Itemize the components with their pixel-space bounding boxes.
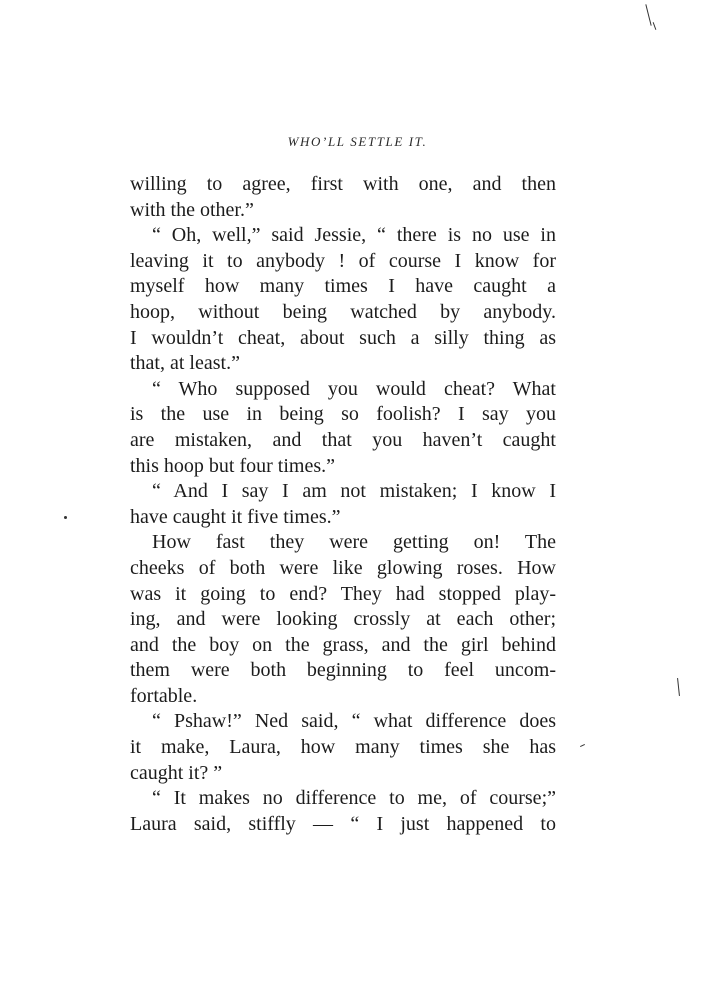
scan-mark-right-mid xyxy=(677,678,680,696)
text-line: “ Oh, well,” said Jessie, “ there is no use in xyxy=(152,224,556,247)
text-line: with the other.” xyxy=(130,198,254,221)
text-line: caught it? ” xyxy=(130,761,223,784)
text-line: and the boy on the grass, and the girl behind xyxy=(130,633,556,656)
text-line: “ Who supposed you would cheat? What xyxy=(152,377,556,400)
text-line: have caught it five times.” xyxy=(130,505,341,528)
text-line: it make, Laura, how many times she has xyxy=(130,736,556,759)
text-line: “ It makes no difference to me, of course;” xyxy=(152,787,556,810)
text-line: hoop, without being watched by anybody. xyxy=(130,300,556,323)
scan-mark-top-right xyxy=(645,4,651,26)
text-line: How fast they were getting on! The xyxy=(152,531,556,554)
text-line: “ Pshaw!” Ned said, “ what difference does xyxy=(152,710,556,733)
running-head-text: WHO’LL SETTLE IT. xyxy=(287,134,428,149)
scan-mark-right-small xyxy=(580,744,585,747)
scan-dot-left xyxy=(64,516,67,519)
text-line: I wouldn’t cheat, about such a silly thing as xyxy=(130,326,556,349)
text-line: myself how many times I have caught a xyxy=(130,275,556,298)
text-line: “ And I say I am not mistaken; I know I xyxy=(152,480,556,503)
text-line: willing to agree, first with one, and then xyxy=(130,173,556,195)
text-line: ing, and were looking crossly at each other; xyxy=(130,608,556,631)
text-line: that, at least.” xyxy=(130,352,240,375)
text-line: this hoop but four times.” xyxy=(130,454,335,477)
text-line: fortable. xyxy=(130,684,198,707)
text-line: leaving it to anybody ! of course I know for xyxy=(130,249,556,272)
text-line: was it going to end? They had stopped play- xyxy=(130,582,556,605)
text-line: Laura said, stiffly — “ I just happened to xyxy=(130,812,556,835)
scan-mark-top-right-small xyxy=(653,22,657,30)
text-line: them were both beginning to feel uncom- xyxy=(130,659,556,682)
text-line: is the use in being so foolish? I say you xyxy=(130,403,556,426)
text-line: are mistaken, and that you haven’t caught xyxy=(130,428,556,451)
body-text xyxy=(130,172,556,837)
running-head xyxy=(0,134,715,150)
text-line: cheeks of both were like glowing roses. How xyxy=(130,556,556,579)
